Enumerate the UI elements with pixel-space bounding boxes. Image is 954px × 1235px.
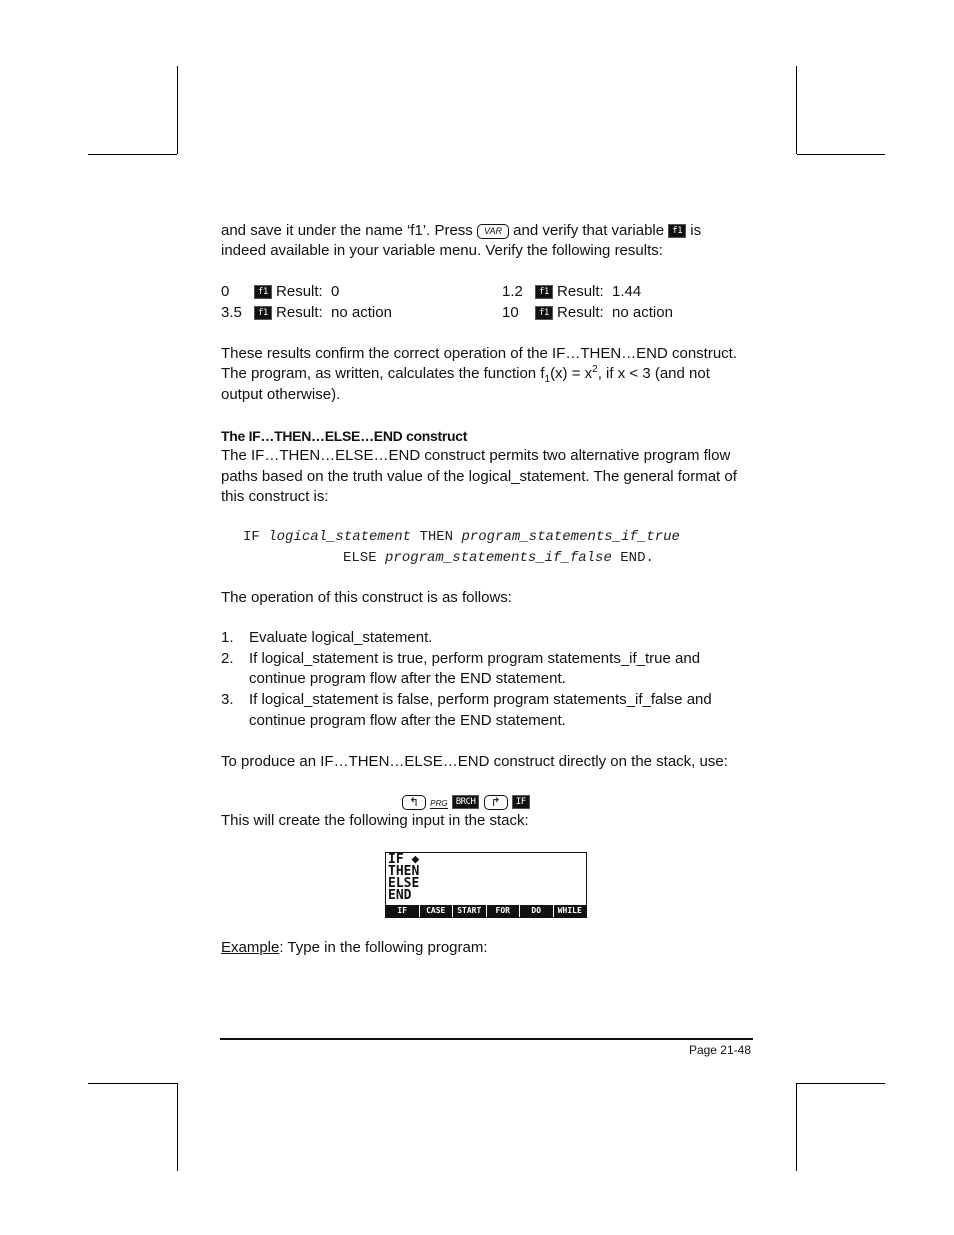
syntax-param: program_statements_if_false (385, 550, 612, 566)
list-text: If logical_statement is true, perform program statements_if_true and (249, 650, 701, 667)
list-number: 3. (221, 691, 234, 708)
menu-key-for[interactable]: FOR (487, 905, 520, 917)
section-para-line: paths based on the truth value of the logical_statement. The general format of (221, 468, 737, 485)
syntax-keyword: END. (620, 550, 654, 566)
intro-text: and save it under the name ‘f1’. Press (221, 222, 473, 239)
confirm-text: , if x < 3 (and not (597, 365, 710, 382)
screen-line: ELSE (388, 876, 420, 891)
f1-softkey-icon: f1 (254, 285, 272, 299)
list-item (221, 690, 712, 711)
prg-key-icon: PRG (430, 799, 448, 808)
example-text: : Type in the following program: (279, 939, 488, 956)
result-input: 3.5 (221, 304, 242, 321)
menu-key-do[interactable]: DO (520, 905, 553, 917)
screen-line: THEN (388, 864, 420, 879)
list-text: Evaluate logical_statement. (249, 629, 433, 646)
menu-key-start[interactable]: START (453, 905, 486, 917)
result-input: 0 (221, 283, 230, 300)
list-item-continuation: continue program flow after the END statement. (249, 712, 566, 729)
syntax-keyword: THEN (419, 529, 454, 545)
crop-mark (177, 1083, 178, 1171)
crop-mark (796, 1083, 885, 1084)
confirm-text: (x) = x (550, 365, 593, 382)
intro-line-1 (221, 221, 701, 242)
crop-mark (88, 1083, 177, 1084)
f1-softkey-icon: f1 (535, 306, 553, 320)
confirm-line-2 (221, 364, 710, 385)
result-row (221, 282, 339, 302)
list-number: 1. (221, 629, 234, 646)
result-row (502, 303, 673, 323)
result-value: 0 (331, 283, 340, 300)
intro-text: is (690, 222, 702, 239)
list-text: If logical_statement is false, perform program statements_if_false and (249, 691, 712, 708)
list-item-continuation: continue program flow after the END statement. (249, 670, 566, 687)
syntax-param: program_statements_if_true (461, 529, 680, 545)
result-label: Result: (276, 283, 323, 300)
subscript: 1 (544, 374, 551, 385)
crop-mark (796, 1083, 797, 1171)
result-label: Result: (276, 304, 323, 321)
if-softkey-icon: IF (512, 795, 530, 809)
section-para-line: The IF…THEN…ELSE…END construct permits two alternative program flow (221, 447, 731, 464)
result-value: no action (612, 304, 673, 321)
f1-softkey-icon: f1 (254, 306, 272, 320)
create-line: This will create the following input in the stack: (221, 812, 529, 829)
result-value: 1.44 (612, 283, 642, 300)
confirm-text: The program, as written, calculates the function f (221, 365, 545, 382)
calculator-screen (385, 852, 587, 918)
page-number: Page 21-48 (688, 1043, 751, 1057)
f1-softkey-icon: f1 (535, 285, 553, 299)
menu-key-if[interactable]: IF (386, 905, 419, 917)
menu-key-case[interactable]: CASE (420, 905, 453, 917)
syntax-param: logical_statement (268, 529, 412, 545)
screen-line: END (388, 888, 412, 903)
example-line (221, 938, 488, 959)
left-shift-key-icon: ↰ (402, 795, 426, 810)
screen-line: IF ◆ (388, 852, 420, 867)
list-item (221, 649, 700, 670)
produce-line: To produce an IF…THEN…ELSE…END construct directly on the stack, use: (221, 753, 728, 770)
syntax-keyword: IF (243, 529, 260, 545)
crop-mark (797, 154, 885, 155)
confirm-line-1: These results confirm the correct operation of the IF…THEN…END construct. (221, 345, 738, 362)
confirm-line-3: output otherwise). (221, 386, 341, 403)
result-value: no action (331, 304, 392, 321)
result-label: Result: (557, 304, 604, 321)
menu-key-while[interactable]: WHILE (554, 905, 587, 917)
var-key-icon: VAR (477, 224, 509, 239)
syntax-line-2 (343, 548, 654, 569)
list-number: 2. (221, 650, 234, 667)
crop-mark (177, 66, 178, 154)
section-heading: The IF…THEN…ELSE…END construct (221, 428, 468, 444)
result-row (502, 282, 641, 302)
footer-rule (220, 1038, 753, 1040)
intro-line-2: indeed available in your variable menu. Verify the following results: (221, 242, 663, 259)
superscript: 2 (592, 364, 598, 375)
crop-mark (796, 66, 797, 154)
syntax-line-1 (243, 527, 680, 548)
result-label: Result: (557, 283, 604, 300)
result-input: 1.2 (502, 283, 523, 300)
operation-intro: The operation of this construct is as follows: (221, 589, 512, 606)
crop-mark (88, 154, 177, 155)
section-para-line: this construct is: (221, 488, 329, 505)
result-input: 10 (502, 304, 519, 321)
example-label: Example (221, 939, 280, 956)
result-row (221, 303, 392, 323)
right-shift-key-icon: ↱ (484, 795, 508, 810)
intro-text: and verify that variable (513, 222, 665, 239)
list-item (221, 628, 432, 649)
f1-softkey-icon: f1 (668, 224, 686, 238)
screen-menu (386, 905, 586, 917)
syntax-keyword: ELSE (343, 550, 377, 566)
brch-softkey-icon: BRCH (452, 795, 480, 809)
